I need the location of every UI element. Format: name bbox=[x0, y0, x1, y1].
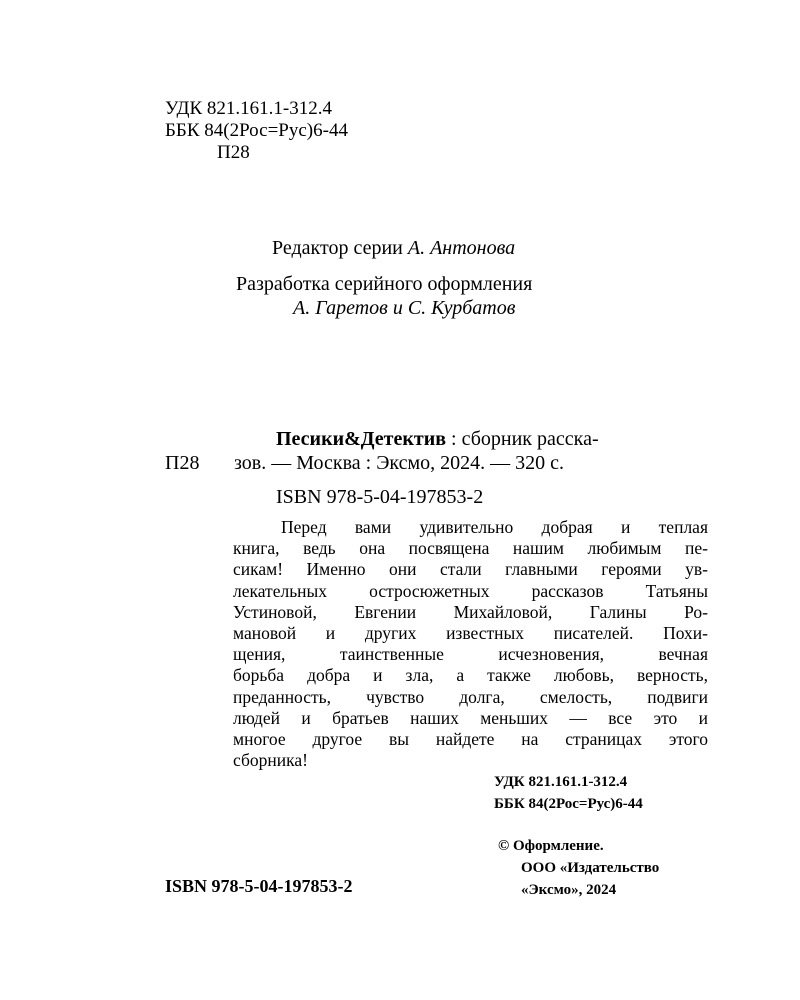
abstract-line: мановой и других известных писателей. Похи- bbox=[233, 623, 708, 644]
bbk-code: ББК 84(2Рос=Рус)6-44 bbox=[165, 120, 348, 141]
bib-code: П28 bbox=[165, 452, 200, 474]
abstract-line: лекательных остросюжетных рассказов Татьяны bbox=[233, 580, 708, 601]
series-editor-label: Редактор серии bbox=[272, 237, 403, 259]
series-editor-line bbox=[272, 236, 515, 260]
author-code: П28 bbox=[217, 142, 250, 163]
design-names: А. Гаретов и С. Курбатов bbox=[293, 297, 516, 319]
abstract-line: книга, ведь она посвящена нашим любимым пе- bbox=[233, 538, 708, 559]
copyright-line-2: ООО «Издательство bbox=[521, 860, 660, 876]
abstract-line: преданность, чувство долга, смелость, подвиги bbox=[233, 686, 708, 707]
abstract-line: Устиновой, Евгении Михайловой, Галины Ро- bbox=[233, 601, 708, 622]
copyright-line-3: «Эксмо», 2024 bbox=[521, 882, 617, 898]
abstract-line: щения, таинственные исчезновения, вечная bbox=[233, 644, 708, 665]
series-editor-name: А. Антонова bbox=[407, 237, 516, 259]
copyright-line-1: © Оформление. bbox=[498, 838, 604, 854]
abstract-line: борьба добра и зла, а также любовь, верность, bbox=[233, 665, 708, 686]
design-label: Разработка серийного оформления bbox=[236, 273, 533, 295]
footer-udk: УДК 821.161.1-312.4 bbox=[494, 774, 628, 790]
abstract-line: сикам! Именно они стали главными героями ув- bbox=[233, 559, 708, 580]
bib-line2: зов. — Москва : Эксмо, 2024. — 320 с. bbox=[234, 452, 565, 474]
bib-line1-rest: : сборник расска- bbox=[446, 428, 599, 450]
abstract-line: сборника! bbox=[233, 750, 308, 771]
abstract bbox=[233, 517, 708, 771]
bib-isbn: ISBN 978-5-04-197853-2 bbox=[276, 486, 484, 508]
book-title: Песики&Детектив bbox=[276, 428, 447, 450]
footer-isbn: ISBN 978-5-04-197853-2 bbox=[165, 876, 353, 896]
footer-bbk: ББК 84(2Рос=Рус)6-44 bbox=[494, 796, 643, 812]
abstract-line: людей и братьев наших меньших — все это и bbox=[233, 707, 708, 728]
abstract-line: Перед вами удивительно добрая и теплая bbox=[281, 517, 708, 537]
udk-code: УДК 821.161.1-312.4 bbox=[165, 98, 332, 119]
bib-title-line bbox=[276, 427, 599, 451]
abstract-line: многое другое вы найдете на страницах этого bbox=[233, 729, 708, 750]
